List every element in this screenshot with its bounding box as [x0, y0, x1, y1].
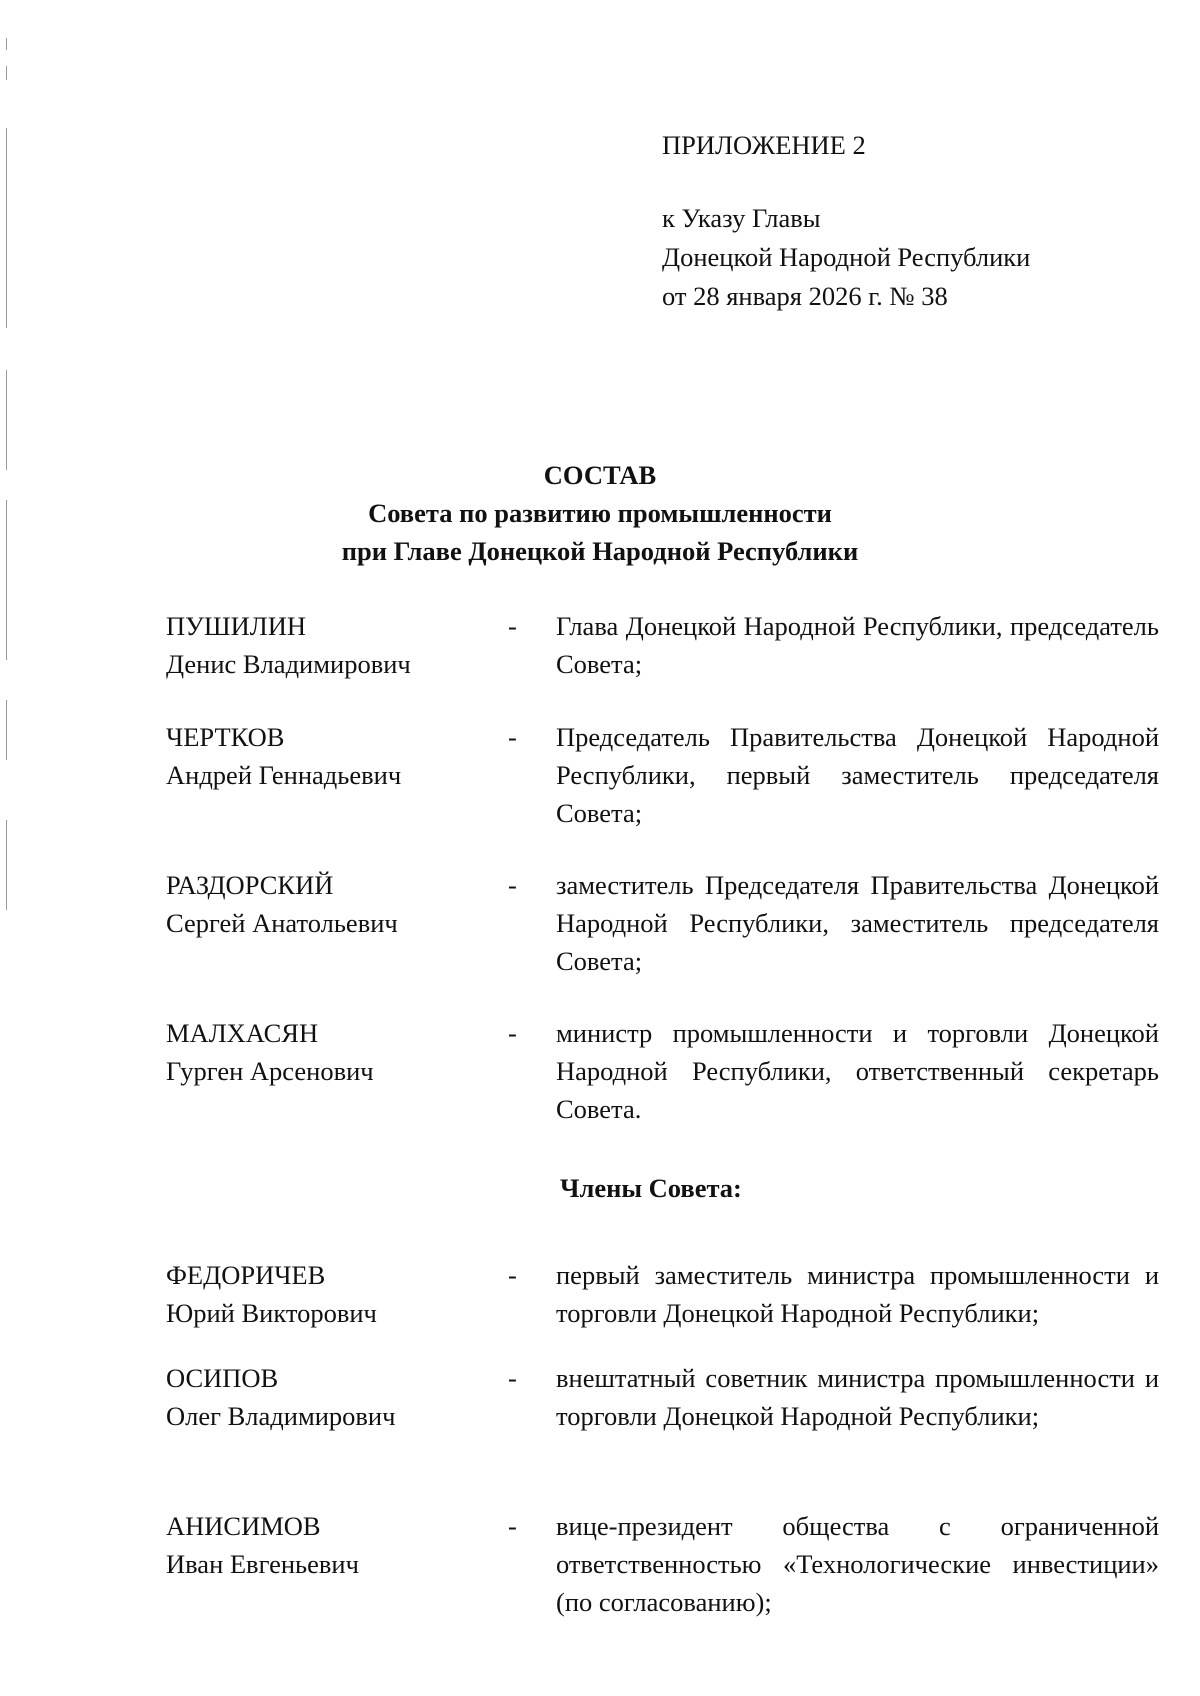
- title-heading: СОСТАВ: [543, 460, 657, 490]
- member-role: внештатный советник министра промышленности и торговли Донецкой Народной Республики;: [556, 1363, 1159, 1431]
- scan-edge-mark: [6, 128, 7, 328]
- scan-edge-mark: [6, 700, 7, 760]
- member-name: [166, 607, 486, 683]
- member-surname: МАЛХАСЯН: [166, 1018, 319, 1048]
- member-given-names: Олег Владимирович: [166, 1401, 396, 1431]
- entry-dash: -: [508, 1511, 517, 1541]
- member-given-names: Иван Евгеньевич: [166, 1549, 359, 1579]
- member-name: [166, 1256, 486, 1332]
- member-role: заместитель Председателя Правительства Донецкой Народной Республики, заместитель председателя Совета;: [556, 870, 1159, 976]
- member-given-names: Юрий Викторович: [166, 1298, 377, 1328]
- member-surname: ЧЕРТКОВ: [166, 722, 285, 752]
- scan-edge-mark: [6, 66, 7, 80]
- member-surname: ПУШИЛИН: [166, 611, 307, 641]
- entry-dash: -: [508, 1018, 517, 1048]
- scan-edge-mark: [6, 370, 7, 470]
- entry-dash: -: [508, 722, 517, 752]
- entry-dash: -: [508, 1260, 517, 1290]
- member-role: вице-президент общества с ограниченной ответственностью «Технологические инвестиции» (по согласованию);: [556, 1511, 1159, 1617]
- member-role: Председатель Правительства Донецкой Народной Республики, первый заместитель председателя Совета;: [556, 722, 1159, 828]
- member-given-names: Денис Владимирович: [166, 649, 411, 679]
- title-subtitle-line: Совета по развитию промышленности: [368, 498, 832, 528]
- member-name: [166, 718, 486, 794]
- decree-reference-line: Донецкой Народной Республики: [662, 242, 1031, 272]
- member-name: [166, 1507, 486, 1583]
- member-given-names: Андрей Геннадьевич: [166, 760, 402, 790]
- entry-dash: -: [508, 611, 517, 641]
- member-given-names: Гурген Арсенович: [166, 1056, 374, 1086]
- scan-edge-mark: [6, 820, 7, 910]
- members-heading: Члены Совета:: [560, 1173, 742, 1203]
- document-title: [0, 456, 1200, 570]
- entry-dash: -: [508, 1363, 517, 1393]
- member-role: Глава Донецкой Народной Республики, председатель Совета;: [556, 611, 1159, 679]
- member-role: министр промышленности и торговли Донецкой Народной Республики, ответственный секретарь Совета.: [556, 1018, 1159, 1124]
- appendix-label: ПРИЛОЖЕНИЕ 2: [662, 130, 866, 160]
- member-surname: ОСИПОВ: [166, 1363, 279, 1393]
- scan-edge-mark: [6, 38, 7, 50]
- member-surname: АНИСИМОВ: [166, 1511, 321, 1541]
- approval-block: [662, 126, 1030, 316]
- member-surname: РАЗДОРСКИЙ: [166, 870, 334, 900]
- member-surname: ФЕДОРИЧЕВ: [166, 1260, 326, 1290]
- member-role: первый заместитель министра промышленности и торговли Донецкой Народной Республики;: [556, 1260, 1159, 1328]
- title-subtitle-line: при Главе Донецкой Народной Республики: [341, 536, 859, 566]
- member-name: [166, 1014, 486, 1090]
- member-name: [166, 866, 486, 942]
- member-given-names: Сергей Анатольевич: [166, 908, 398, 938]
- decree-date-line: от 28 января 2026 г. № 38: [662, 281, 948, 311]
- entry-dash: -: [508, 870, 517, 900]
- member-name: [166, 1359, 486, 1435]
- decree-reference-line: к Указу Главы: [662, 203, 821, 233]
